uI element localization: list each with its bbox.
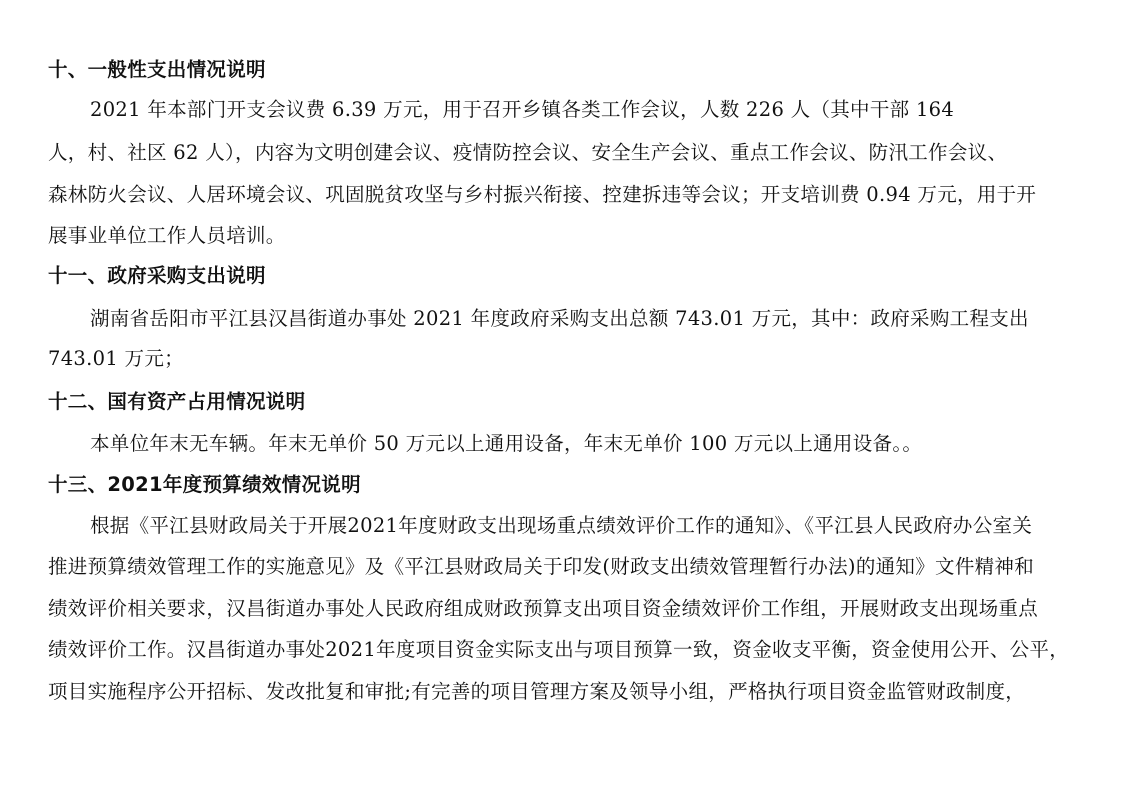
- paragraph-line: 本单位年末无车辆。年末无单价 50 万元以上通用设备，年末无单价 100 万元以上通用设备。。: [90, 432, 923, 455]
- section-heading-10: 十、一般性支出情况说明: [48, 58, 266, 81]
- paragraph-line: 2021 年本部门开支会议费 6.39 万元，用于召开乡镇各类工作会议，人数 226 人（其中干部 164: [90, 98, 955, 121]
- paragraph-line: 森林防火会议、人居环境会议、巩固脱贫攻坚与乡村振兴衔接、控建拆违等会议；开支培训费 0.94 万元，用于开: [48, 183, 1037, 206]
- section-heading-12: 十二、国有资产占用情况说明: [48, 390, 306, 413]
- section-heading-13: 十三、2021年度预算绩效情况说明: [48, 473, 361, 496]
- paragraph-line: 项目实施程序公开招标、发改批复和审批;有完善的项目管理方案及领导小组，严格执行项目资金监管财政制度，: [48, 680, 1026, 703]
- paragraph-line: 绩效评价相关要求，汉昌街道办事处人民政府组成财政预算支出项目资金绩效评价工作组，开展财政支出现场重点: [48, 597, 1039, 620]
- section-heading-11: 十一、政府采购支出说明: [48, 264, 266, 287]
- paragraph-line: 743.01 万元；: [48, 347, 184, 370]
- paragraph-line: 绩效评价工作。汉昌街道办事处2021年度项目资金实际支出与项目预算一致，资金收支平衡，资金使用公开、公平，: [48, 638, 1070, 661]
- paragraph-line: 人，村、社区 62 人），内容为文明创建会议、疫情防控会议、安全生产会议、重点工作会议、防汛工作会议、: [48, 141, 1008, 164]
- paragraph-line: 根据《平江县财政局关于开展2021年度财政支出现场重点绩效评价工作的通知》、《平江县人民政府办公室关: [90, 514, 1033, 537]
- paragraph-line: 推进预算绩效管理工作的实施意见》及《平江县财政局关于印发(财政支出绩效管理暂行办法)的通知》文件精神和: [48, 555, 1035, 578]
- paragraph-line: 湖南省岳阳市平江县汉昌街道办事处 2021 年度政府采购支出总额 743.01 万元，其中：政府采购工程支出: [90, 307, 1029, 330]
- paragraph-line: 展事业单位工作人员培训。: [48, 224, 286, 247]
